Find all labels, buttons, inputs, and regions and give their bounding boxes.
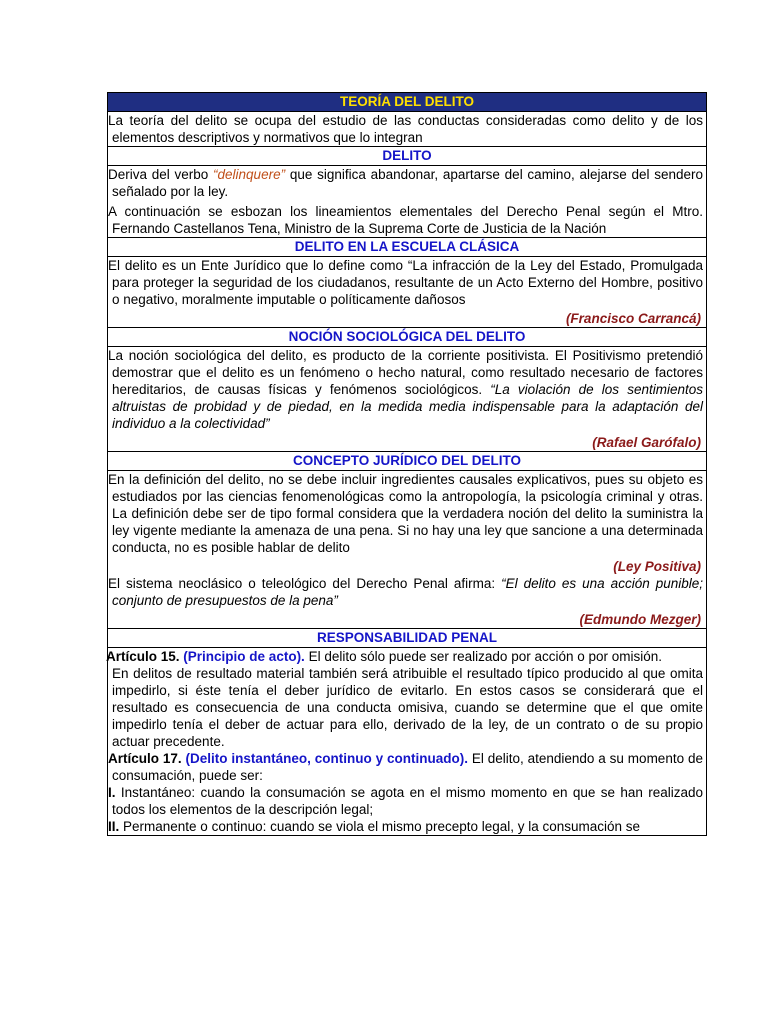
author-carranca: (Francisco Carrancá) xyxy=(565,311,701,326)
article-17-principle: (Delito instantáneo, continuo y continuado). xyxy=(185,751,468,766)
section-title-delito: DELITO xyxy=(108,146,706,166)
paragraph-juridico: En la definición del delito, no se debe incluir ingredientes causales explicativos, pues su objeto es estudiados por las ciencias fenomenológicas como la antropología, la psicología criminal y otras. La definición debe ser de tipo formal considera que la verdadera noción del delito la suministra la ley vigente mediante la amenaza de una pena. Si no hay una ley que sancione a una determinada conducta, no es posible hablar de delito xyxy=(108,472,703,555)
article-15-label: Artículo 15. xyxy=(106,649,180,664)
author-mezger: (Edmundo Mezger) xyxy=(579,612,701,627)
paragraph-clasica: El delito es un Ente Jurídico que lo define como “La infracción de la Ley del Estado, Promulgada para proteger la seguridad de los ciudadanos, resultante de un Acto Externo del Hombre, positivo o negativo, moralmente imputable o políticamente dañosos xyxy=(108,258,703,307)
article-17: Artículo 17. (Delito instantáneo, continuo y continuado). El delito, atendiendo a su momento de consumación, puede ser: xyxy=(108,751,703,783)
article-15-principle: (Principio de acto). xyxy=(183,649,305,664)
paragraph-omision: En delitos de resultado material también será atribuible el resultado típico producido al que omita impedirlo, si éste tenía el deber jurídico de evitarlo. En estos casos se considerará que el resultado es consecuencia de una conducta omisiva, cuando se determine que el que omite impedirlo tenía el deber de actuar para ello, derivado de la ley, de un contrato o de su propio actuar precedente. xyxy=(112,666,703,749)
list-item-permanente: II. Permanente o continuo: cuando se viola el mismo precepto legal, y la consumación se xyxy=(107,818,707,836)
paragraph-neoclasico: El sistema neoclásico o teleológico del Derecho Penal afirma: “El delito es una acción punible; conjunto de presupuestos de la pena” xyxy=(108,576,703,608)
paragraph-sociologica: La noción sociológica del delito, es producto de la corriente positivista. El Positivismo pretendió demostrar que el delito es un fenómeno o hecho natural, como resultado necesario de factores hereditarios, de causas físicas y fenómenos sociológicos. “La violación de los sentimientos altruistas de probidad y de piedad, en la medida media indispensable para la adaptación del individuo a la colectividad” xyxy=(108,348,703,431)
quote-garofalo: “La violación de los sentimientos altruistas de probidad y de piedad, en la medida media indispensable para la adaptación del individuo a la colectividad” xyxy=(112,382,703,431)
section-title-clasica: DELITO EN LA ESCUELA CLÁSICA xyxy=(108,237,706,257)
author-ley-positiva: (Ley Positiva) xyxy=(613,559,701,574)
latin-term: “delinquere” xyxy=(213,167,286,182)
section-title-sociologica: NOCIÓN SOCIOLÓGICA DEL DELITO xyxy=(108,327,706,347)
paragraph-delito-etymology: Deriva del verbo “delinquere” que significa abandonar, apartarse del camino, alejarse del sendero señalado por la ley. xyxy=(108,167,703,199)
quote-mezger: “El delito es una acción punible; conjunto de presupuestos de la pena” xyxy=(112,576,703,608)
paragraph-teoria: La teoría del delito se ocupa del estudio de las conductas consideradas como delito y de los elementos descriptivos y normativos que lo integran xyxy=(108,113,703,145)
author-garofalo: (Rafael Garófalo) xyxy=(592,435,701,450)
section-title-responsabilidad: RESPONSABILIDAD PENAL xyxy=(108,628,706,648)
section-title-juridico: CONCEPTO JURÍDICO DEL DELITO xyxy=(108,451,706,471)
article-17-label: Artículo 17. xyxy=(108,751,182,766)
document-table xyxy=(107,92,707,836)
section-title-teoria: TEORÍA DEL DELITO xyxy=(108,93,706,112)
list-item-instantaneo: I. Instantáneo: cuando la consumación se agota en el mismo momento en que se han realizado todos los elementos de la descripción legal; xyxy=(108,785,703,817)
article-15: Artículo 15. (Principio de acto). El delito sólo puede ser realizado por acción o por omisión. xyxy=(106,649,663,664)
paragraph-delito-intro: A continuación se esbozan los lineamientos elementales del Derecho Penal según el Mtro. Fernando Castellanos Tena, Ministro de la Suprema Corte de Justicia de la Nación xyxy=(108,204,703,236)
